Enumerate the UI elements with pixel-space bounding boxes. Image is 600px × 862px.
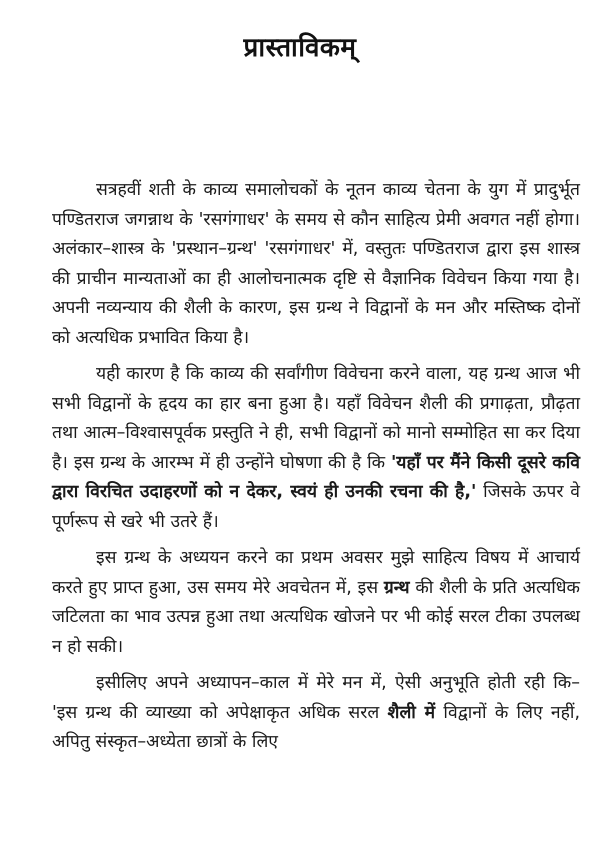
paragraph-3-text-a: इस ग्रन्थ के अध्ययन करने का प्रथम अवसर मुझे साहित्य विषय में आचार्य करते हुए प्राप्त हुआ, उस समय मेरे अवचेतन में, इस bbox=[52, 548, 580, 598]
paragraph-1: सत्रहवीं शती के काव्य समालोचकों के नूतन काव्य चेतना के युग में प्रादुर्भूत पण्डितराज जगन्नाथ के 'रसगंगाधर' के समय से कौन साहित्य प्रेमी अवगत नहीं होगा। अलंकार–शास्त्र के 'प्रस्थान–ग्रन्थ' 'रसगंगाधर' में, वस्तुतः पण्डितराज द्वारा इस शास्त्र की प्राचीन मान्यताओं का ही आलोचनात्मक दृष्टि से वैज्ञानिक विवेचन किया गया है। अपनी नव्यन्याय की शैली के कारण, इस ग्रन्थ ने विद्वानों के मन और मस्तिष्क दोनों को अत्यधिक प्रभावित किया है। bbox=[52, 180, 580, 348]
paragraph-3-text-b: की शैली के प्रति अत्यधिक जटिलता का भाव उत्पन्न हुआ तथा अत्यधिक खोजने पर भी कोई सरल टीका उपलब्ध न हो सकी। bbox=[52, 577, 580, 657]
paragraph-2 bbox=[52, 360, 580, 537]
paragraph-4-text-a: इसीलिए अपने अध्यापन–काल में मेरे मन में, ऐसी अनुभूति होती रही कि– 'इस ग्रन्थ की व्याख्या को अपेक्षाकृत अधिक सरल bbox=[52, 673, 580, 723]
paragraph-3-emphasis: ग्रन्थ bbox=[383, 577, 410, 598]
paragraph-2-text-a: यही कारण है कि काव्य की सर्वांगीण विवेचना करने वाला, यह ग्रन्थ आज भी सभी विद्वानों के हृदय का हार बना हुआ है। यहाँ विवेचन शैली की प्रगाढ़ता, प्रौढ़ता तथा आत्म–विश्वासपूर्वक प्रस्तुति ने ही, सभी विद्वानों को मानो सम्मोहित सा कर दिया है। इस ग्रन्थ के आरम्भ में ही उन्होंने घोषणा की है कि bbox=[52, 364, 580, 473]
paragraph-4 bbox=[52, 669, 580, 758]
paragraph-4-emphasis: शैली में bbox=[387, 702, 436, 723]
paragraph-4-text-b: विद्वानों के लिए नहीं, अपितु संस्कृत–अध्येता छात्रों के लिए bbox=[52, 702, 581, 752]
paragraph-2-text-b: जिसके ऊपर वे पूर्णरूप से खरे भी उतरे हैं। bbox=[52, 482, 580, 532]
document-body bbox=[52, 176, 580, 765]
page-title: प्रास्ताविकम् bbox=[243, 33, 357, 63]
paragraph-3 bbox=[52, 544, 580, 662]
paragraph-2-quote: 'यहाँ पर मैंने किसी दूसरे कवि द्वारा विरचित उदाहरणों को न देकर, स्वयं ही उनकी रचना की है,' bbox=[52, 452, 580, 502]
